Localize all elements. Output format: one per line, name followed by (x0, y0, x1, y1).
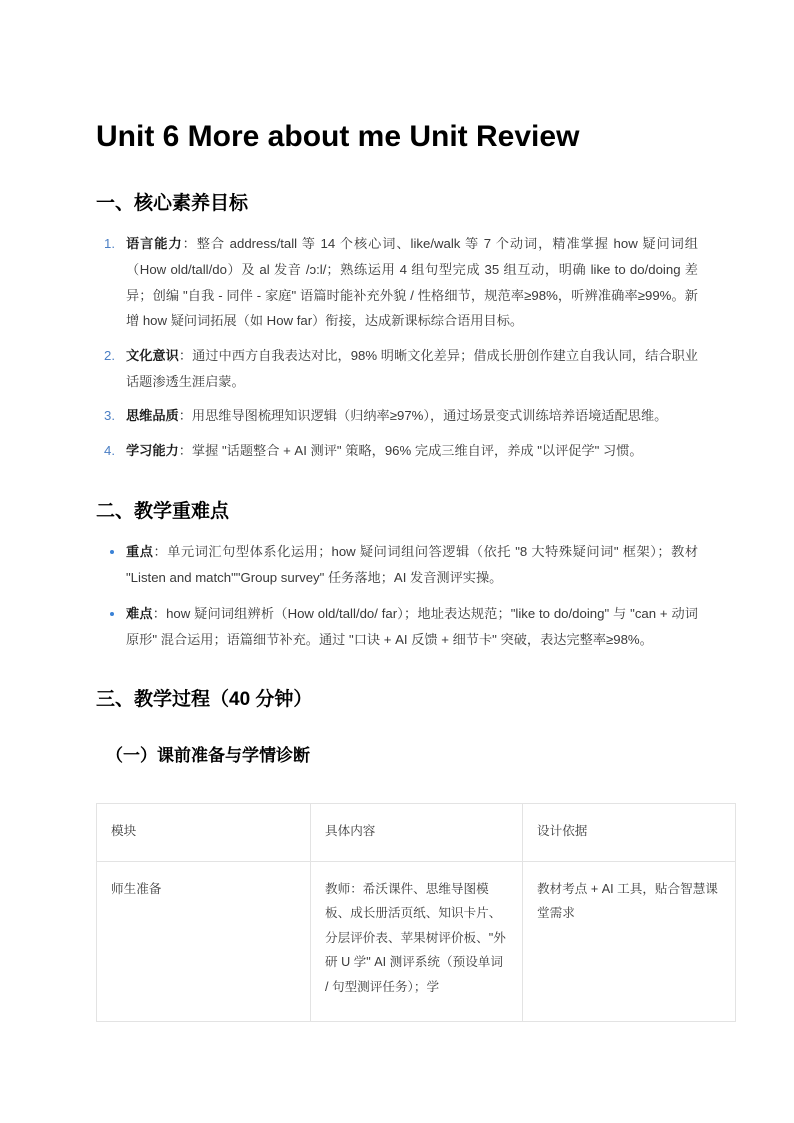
table-cell-module: 师生准备 (97, 861, 311, 1021)
table-header-cell: 设计依据 (523, 803, 736, 861)
table-row (97, 861, 736, 1021)
page-title: Unit 6 More about me Unit Review (96, 120, 580, 153)
list-item (126, 438, 698, 464)
subsection-heading-pre-class: （一）课前准备与学情诊断 (106, 745, 310, 765)
list-item (126, 539, 698, 590)
table-cell-rationale: 教材考点 + AI 工具，贴合智慧课堂需求 (523, 861, 736, 1021)
table-cell-content: 教师：希沃课件、思维导图模板、成长册活页纸、知识卡片、分层评价表、苹果树评价板、"外研 U 学" AI 测评系统（预设单词 / 句型测评任务）；学 (311, 861, 523, 1021)
list-item-text: ：单元词汇句型体系化运用；how 疑问词组问答逻辑（依托 "8 大特殊疑问词" 框架）；教材 "Listen and match""Group survey" 任务落地；AI 发音测评实操。 (126, 544, 699, 586)
list-item-lead: 重点 (126, 544, 154, 560)
list-item-text: ：掌握 "话题整合 + AI 测评" 策略，96% 完成三维自评，养成 "以评促学" 习惯。 (178, 443, 643, 459)
section-heading-two: 二、教学重难点 (96, 500, 230, 522)
list-item-text: ：用思维导图梳理知识逻辑（归纳率≥97%），通过场景变式训练培养语境适配思维。 (178, 408, 668, 424)
list-item (126, 601, 698, 652)
core-literacy-goals-list (96, 231, 698, 464)
list-item (126, 343, 698, 394)
list-item-text: ：how 疑问词组辨析（How old/tall/do/ far）；地址表达规范；"like to do/doing" 与 "can + 动词原形" 混合运用；语篇细节补充。通过 "口诀 + AI 反馈 + 细节卡" 突破，表达完整率≥98%。 (126, 605, 698, 647)
table-header-row (97, 803, 736, 861)
list-item (126, 403, 698, 429)
table-header-cell: 模块 (97, 803, 311, 861)
list-item (126, 231, 698, 334)
list-item-lead: 学习能力 (126, 443, 179, 459)
list-item-text: ：整合 address/tall 等 14 个核心词、like/walk 等 7 个动词，精准掌握 how 疑问词组（How old/tall/do）及 al 发音 /ɔ:l/；熟练运用 4 组句型完成 35 组互动，明确 like to do/doing 差异；创编 "自我 - 同伴 - 家庭" 语篇时能补充外貌 / 性格细节，规范率≥98%，听辨准确率≥99%。新增 how 疑问词拓展（如 How far）衔接，达成新课标综合语用目标。 (126, 236, 698, 329)
list-item-lead: 难点 (126, 605, 153, 621)
list-item-text: ：通过中西方自我表达对比，98% 明晰文化差异；借成长册创作建立自我认同，结合职业话题渗透生涯启蒙。 (126, 347, 698, 389)
key-points-list (96, 539, 698, 652)
list-item-lead: 思维品质 (126, 408, 179, 424)
table-header-cell: 具体内容 (311, 803, 523, 861)
list-item-lead: 语言能力 (126, 236, 183, 252)
pre-class-preparation-table (96, 803, 736, 1022)
section-heading-three: 三、教学过程（40 分钟） (96, 689, 313, 711)
section-heading-one: 一、核心素养目标 (96, 192, 249, 214)
list-item-lead: 文化意识 (126, 347, 179, 363)
